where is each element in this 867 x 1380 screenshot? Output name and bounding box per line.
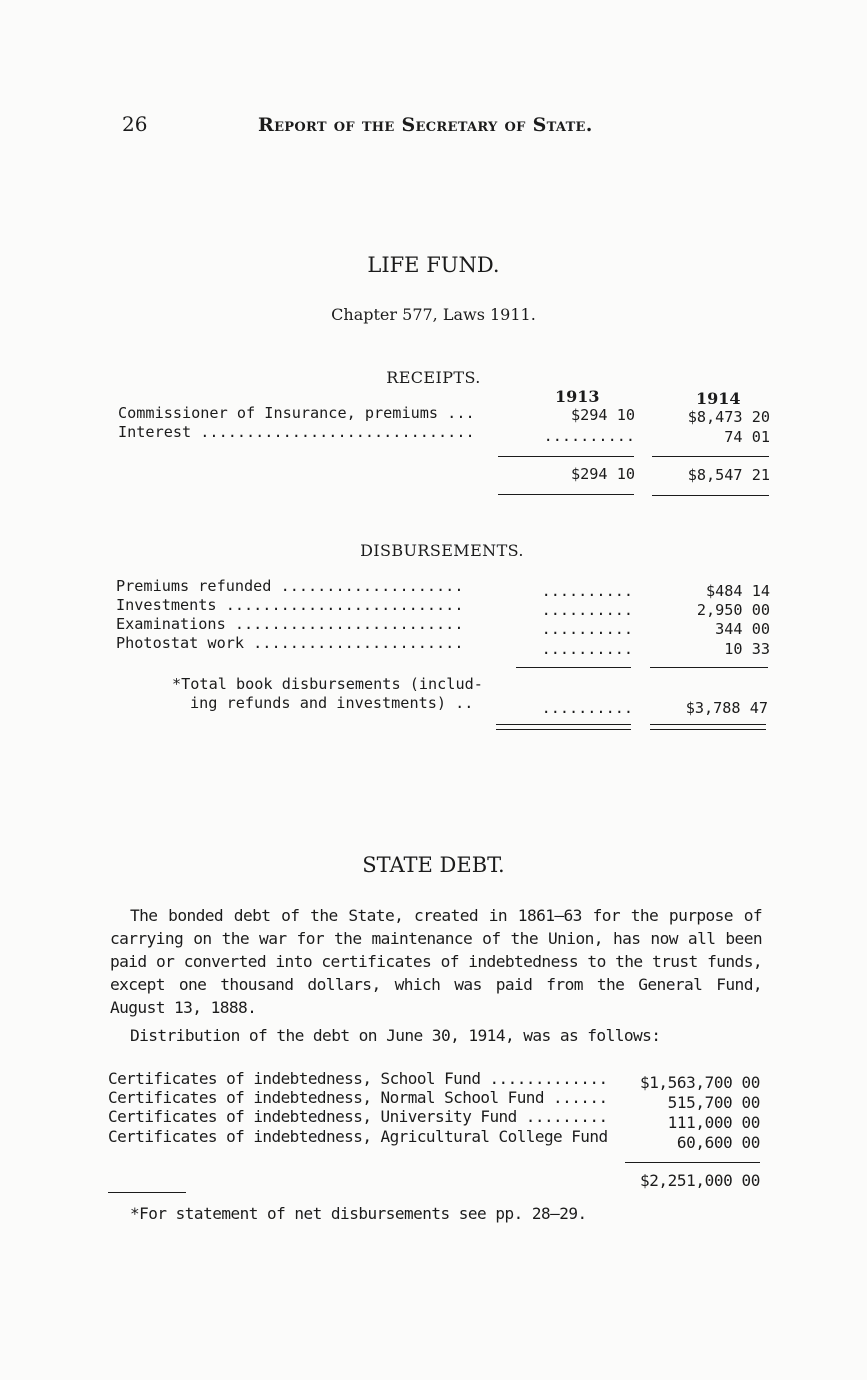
double-total-rule [496,724,631,730]
table-row-label: Premiums refunded .................... [116,577,464,595]
column-header-1913: 1913 [555,387,600,406]
table-cell-1914: 344 00 [715,620,770,638]
table-cell-amount: $1,563,700 00 [639,1073,760,1092]
column-header-1914: 1914 [696,389,741,408]
running-title: Report of the Secretary of State. [258,114,593,136]
receipts-total-1914: $8,547 21 [687,466,770,484]
total-disbursements-label: *Total book disbursements (includ- [172,675,483,693]
total-disbursements-1913: .......... [541,699,633,717]
distribution-intro: Distribution of the debt on June 30, 1914, was as follows: [130,1026,661,1045]
table-row-label: Certificates of indebtedness, University Fund ......... [108,1107,608,1126]
table-cell-1914: $484 14 [705,582,770,600]
table-row-label: Photostat work ....................... [116,634,464,652]
table-cell-1913: .......... [543,427,635,445]
table-row-label: Interest .............................. [118,423,475,441]
table-row-label: Commissioner of Insurance, premiums ... [118,404,475,422]
table-cell-amount: 60,600 00 [676,1133,760,1152]
table-cell-1914: $8,473 20 [687,408,770,426]
subtotal-rule [498,456,634,457]
footnote-rule [108,1192,186,1193]
table-cell-1913: .......... [541,582,633,600]
subtotal-rule [650,667,768,668]
table-cell-1914: 10 33 [724,640,770,658]
receipts-total-1913: $294 10 [570,465,635,483]
total-disbursements-label-cont: ing refunds and investments) .. [190,694,474,712]
total-rule [625,1162,760,1163]
table-cell-1913: .......... [541,620,633,638]
state-debt-paragraph [110,904,762,1019]
table-cell-1914: 74 01 [724,428,770,446]
table-row-label: Certificates of indebtedness, Normal School Fund ...... [108,1088,608,1107]
total-rule [652,495,769,496]
receipts-heading: RECEIPTS. [386,368,481,387]
debt-total: $2,251,000 00 [639,1171,760,1190]
state-debt-title: STATE DEBT. [362,853,505,877]
table-cell-1913: $294 10 [570,406,635,424]
total-disbursements-1914: $3,788 47 [685,699,768,717]
table-cell-1914: 2,950 00 [696,601,770,619]
table-row-label: Certificates of indebtedness, Agricultural College Fund [108,1127,608,1146]
table-cell-amount: 515,700 00 [667,1093,760,1112]
table-cell-1913: .......... [541,640,633,658]
life-fund-subtitle: Chapter 577, Laws 1911. [331,305,536,324]
table-row-label: Examinations ......................... [116,615,464,633]
paragraph-text: The bonded debt of the State, created in 1861–63 for the purpose of carrying on the war for the maintenance of the Union, has now all been paid or converted into certificates of indebtedness to the trust funds, except one thousand dollars, which was paid from the General Fund, August 13, 1888. [110,906,762,1017]
disbursements-heading: DISBURSEMENTS. [360,541,524,560]
total-rule [498,494,634,495]
table-cell-1913: .......... [541,601,633,619]
table-row-label: Certificates of indebtedness, School Fund ............. [108,1069,608,1088]
footnote: *For statement of net disbursements see pp. 28–29. [130,1204,587,1223]
page-number: 26 [122,112,148,136]
double-total-rule [650,724,766,730]
table-row-label: Investments .......................... [116,596,464,614]
subtotal-rule [652,456,769,457]
table-cell-amount: 111,000 00 [667,1113,760,1132]
life-fund-title: LIFE FUND. [367,253,500,277]
subtotal-rule [516,667,631,668]
